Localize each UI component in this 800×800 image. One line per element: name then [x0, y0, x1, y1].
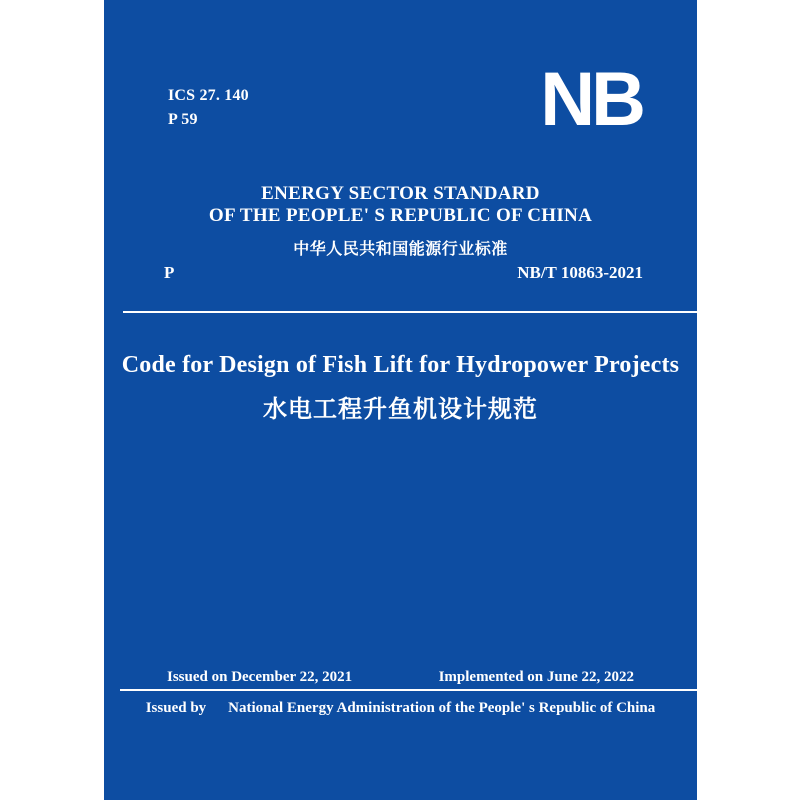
category-letter: P: [164, 263, 175, 282]
horizontal-rule-bottom: [120, 689, 697, 691]
title-english: Code for Design of Fish Lift for Hydropower Projects: [121, 352, 680, 378]
issued-date: Issued on December 22, 2021: [167, 669, 353, 685]
issued-by-row: [104, 700, 697, 717]
ics-code: ICS 27. 140: [168, 87, 249, 104]
classification-code: P 59: [168, 111, 198, 128]
title-block: [104, 352, 697, 424]
standard-heading-line1: ENERGY SECTOR STANDARD: [261, 183, 540, 204]
title-chinese: 水电工程升鱼机设计规范: [263, 397, 538, 423]
horizontal-rule-top: [123, 311, 697, 313]
dates-row: [167, 669, 634, 686]
implemented-date: Implemented on June 22, 2022: [438, 669, 634, 685]
standard-heading: [104, 183, 697, 259]
standard-cover: [104, 0, 697, 800]
designation-row: [164, 263, 643, 283]
nb-logo: NB: [540, 57, 642, 142]
ics-classification-block: [168, 84, 249, 132]
issued-by-value: National Energy Administration of the People' s Republic of China: [228, 700, 656, 716]
standard-heading-chinese: 中华人民共和国能源行业标准: [293, 241, 508, 258]
standard-heading-line2: OF THE PEOPLE' S REPUBLIC OF CHINA: [208, 205, 593, 226]
issued-by-label: Issued by: [145, 700, 207, 716]
standard-number: NB/T 10863-2021: [517, 263, 643, 282]
